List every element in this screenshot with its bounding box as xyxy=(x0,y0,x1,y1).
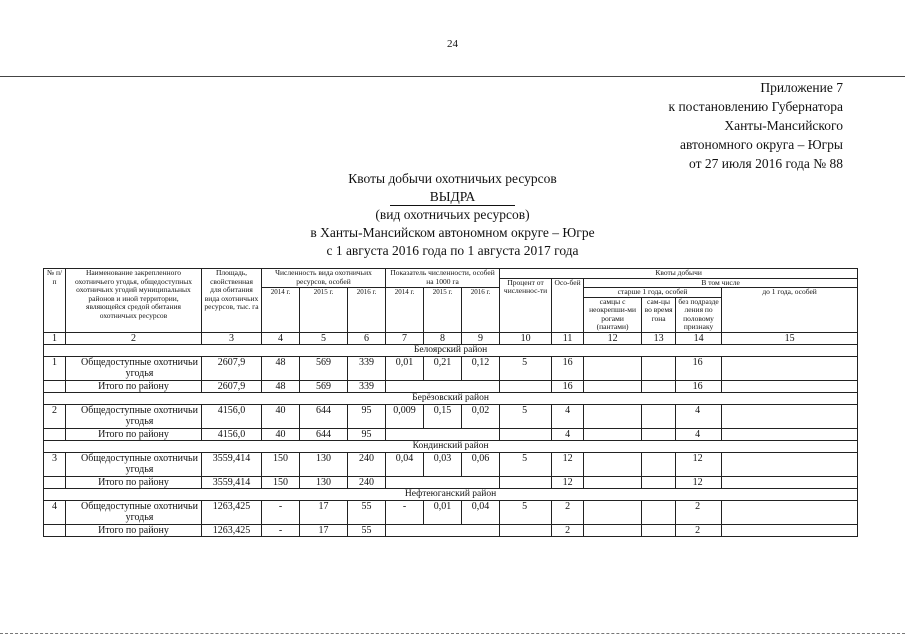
total-nosex: 2 xyxy=(676,524,722,536)
quota-total: 12 xyxy=(552,452,584,476)
total-empty-no xyxy=(44,380,66,392)
density-2014: 0,01 xyxy=(386,356,424,380)
percent-value: 5 xyxy=(500,356,552,380)
total-nosex: 4 xyxy=(676,428,722,440)
area-value: 2607,9 xyxy=(202,356,262,380)
header-year-2016: 2016 г. xyxy=(348,288,386,333)
species-caption: (вид охотничьих ресурсов) xyxy=(375,207,530,222)
count-2016: 339 xyxy=(348,356,386,380)
header-under: до 1 года, особей xyxy=(722,288,858,333)
quota-under xyxy=(722,452,858,476)
header-females: сам-цы во время гона xyxy=(642,297,676,332)
total-empty-density xyxy=(386,524,500,536)
total-area: 2607,9 xyxy=(202,380,262,392)
total-empty-under xyxy=(722,428,858,440)
quota-under xyxy=(722,500,858,524)
quota-total: 16 xyxy=(552,356,584,380)
quota-total: 4 xyxy=(552,404,584,428)
total-area: 3559,414 xyxy=(202,476,262,488)
header-older: старше 1 года, особей xyxy=(584,288,722,298)
table-row xyxy=(44,452,858,476)
count-2016: 95 xyxy=(348,404,386,428)
header-density-2015: 2015 г. xyxy=(424,288,462,333)
count-2016: 240 xyxy=(348,452,386,476)
column-number-cell: 1 xyxy=(44,332,66,344)
percent-value: 5 xyxy=(500,452,552,476)
header-density: Показатель численности, особей на 1000 га xyxy=(386,269,500,288)
table-row xyxy=(44,404,858,428)
density-2016: 0,06 xyxy=(462,452,500,476)
district-name: Белоярский район xyxy=(44,344,858,356)
quota-nosex: 4 xyxy=(676,404,722,428)
total-empty-no xyxy=(44,428,66,440)
page-number: 24 xyxy=(447,38,458,50)
district-header-row xyxy=(44,392,858,404)
total-empty-density xyxy=(386,380,500,392)
total-label: Итого по району xyxy=(66,428,202,440)
hunting-land-name: Общедоступные охотничьи угодья xyxy=(66,404,202,428)
column-number-cell: 10 xyxy=(500,332,552,344)
column-number-cell: 2 xyxy=(66,332,202,344)
total-quota: 4 xyxy=(552,428,584,440)
area-value: 1263,425 xyxy=(202,500,262,524)
total-count-2015: 130 xyxy=(300,476,348,488)
total-count-2014: 48 xyxy=(262,380,300,392)
quota-table xyxy=(43,268,858,537)
total-area: 1263,425 xyxy=(202,524,262,536)
percent-value: 5 xyxy=(500,500,552,524)
total-empty-females xyxy=(642,380,676,392)
quota-total: 2 xyxy=(552,500,584,524)
density-2014: - xyxy=(386,500,424,524)
appendix-line-1: Приложение 7 xyxy=(760,80,843,95)
period-line: с 1 августа 2016 года по 1 августа 2017 года xyxy=(326,243,579,258)
column-number-cell: 8 xyxy=(424,332,462,344)
total-count-2016: 240 xyxy=(348,476,386,488)
total-count-2015: 644 xyxy=(300,428,348,440)
species-name: ВЫДРА xyxy=(390,189,516,206)
header-quotas: Квоты добычи xyxy=(500,269,858,279)
district-name: Кондинский район xyxy=(44,440,858,452)
bottom-divider xyxy=(0,633,905,634)
total-label: Итого по району xyxy=(66,476,202,488)
quota-nosex: 2 xyxy=(676,500,722,524)
total-count-2016: 55 xyxy=(348,524,386,536)
percent-value: 5 xyxy=(500,404,552,428)
column-number-cell: 15 xyxy=(722,332,858,344)
total-count-2016: 339 xyxy=(348,380,386,392)
quota-females xyxy=(642,404,676,428)
top-divider xyxy=(0,76,905,77)
quota-nosex: 12 xyxy=(676,452,722,476)
area-value: 3559,414 xyxy=(202,452,262,476)
column-number-cell: 13 xyxy=(642,332,676,344)
district-total-row xyxy=(44,524,858,536)
header-no: № п/п xyxy=(44,269,66,333)
total-empty-percent xyxy=(500,524,552,536)
hunting-land-name: Общедоступные охотничьи угодья xyxy=(66,500,202,524)
total-quota: 12 xyxy=(552,476,584,488)
total-empty-density xyxy=(386,428,500,440)
density-2015: 0,03 xyxy=(424,452,462,476)
total-quota: 2 xyxy=(552,524,584,536)
column-number-cell: 14 xyxy=(676,332,722,344)
quota-under xyxy=(722,404,858,428)
header-total: Осо-бей xyxy=(552,278,584,332)
density-2014: 0,009 xyxy=(386,404,424,428)
count-2015: 17 xyxy=(300,500,348,524)
total-empty-females xyxy=(642,428,676,440)
total-count-2014: 150 xyxy=(262,476,300,488)
density-2016: 0,12 xyxy=(462,356,500,380)
header-area: Площадь, свойственная для обитания вида охотничьих ресурсов, тыс. га xyxy=(202,269,262,333)
quota-females xyxy=(642,500,676,524)
total-quota: 16 xyxy=(552,380,584,392)
total-empty-males xyxy=(584,476,642,488)
density-2015: 0,01 xyxy=(424,500,462,524)
row-number: 4 xyxy=(44,500,66,524)
total-empty-no xyxy=(44,524,66,536)
header-including: В том числе xyxy=(584,278,858,288)
density-2014: 0,04 xyxy=(386,452,424,476)
column-number-cell: 6 xyxy=(348,332,386,344)
hunting-land-name: Общедоступные охотничьи угодья xyxy=(66,356,202,380)
table-row xyxy=(44,356,858,380)
row-number: 2 xyxy=(44,404,66,428)
count-2014: - xyxy=(262,500,300,524)
appendix-line-4: автономного округа – Югры xyxy=(680,137,843,152)
column-number-cell: 11 xyxy=(552,332,584,344)
header-percent: Процент от численнос-ти xyxy=(500,278,552,332)
total-count-2015: 569 xyxy=(300,380,348,392)
district-total-row xyxy=(44,476,858,488)
table-header xyxy=(44,269,858,345)
count-2015: 644 xyxy=(300,404,348,428)
area-value: 4156,0 xyxy=(202,404,262,428)
count-2016: 55 xyxy=(348,500,386,524)
total-empty-under xyxy=(722,380,858,392)
column-number-cell: 4 xyxy=(262,332,300,344)
document-title: Квоты добычи охотничьих ресурсов xyxy=(348,171,557,186)
total-empty-males xyxy=(584,428,642,440)
total-empty-percent xyxy=(500,476,552,488)
column-number-row xyxy=(44,332,858,344)
appendix-line-5: от 27 июля 2016 года № 88 xyxy=(689,156,843,171)
total-count-2015: 17 xyxy=(300,524,348,536)
total-empty-percent xyxy=(500,428,552,440)
header-year-2015: 2015 г. xyxy=(300,288,348,333)
density-2015: 0,15 xyxy=(424,404,462,428)
count-2014: 40 xyxy=(262,404,300,428)
total-empty-percent xyxy=(500,380,552,392)
column-number-cell: 3 xyxy=(202,332,262,344)
density-2016: 0,02 xyxy=(462,404,500,428)
district-total-row xyxy=(44,428,858,440)
row-number: 3 xyxy=(44,452,66,476)
district-header-row xyxy=(44,344,858,356)
total-empty-under xyxy=(722,476,858,488)
total-empty-under xyxy=(722,524,858,536)
district-name: Берёзовский район xyxy=(44,392,858,404)
header-density-2014: 2014 г. xyxy=(386,288,424,333)
quota-females xyxy=(642,356,676,380)
quota-under xyxy=(722,356,858,380)
count-2014: 150 xyxy=(262,452,300,476)
district-header-row xyxy=(44,488,858,500)
appendix-line-3: Ханты-Мансийского xyxy=(724,118,843,133)
header-males: самцы с неокрепши-ми рогами (пантами) xyxy=(584,297,642,332)
total-count-2014: - xyxy=(262,524,300,536)
quota-males xyxy=(584,404,642,428)
quota-females xyxy=(642,452,676,476)
column-number-cell: 12 xyxy=(584,332,642,344)
density-2015: 0,21 xyxy=(424,356,462,380)
quota-males xyxy=(584,500,642,524)
appendix-line-2: к постановлению Губернатора xyxy=(668,99,843,114)
quota-nosex: 16 xyxy=(676,356,722,380)
district-name: Нефтеюганский район xyxy=(44,488,858,500)
total-empty-males xyxy=(584,524,642,536)
total-nosex: 12 xyxy=(676,476,722,488)
quota-males xyxy=(584,356,642,380)
total-empty-no xyxy=(44,476,66,488)
column-number-cell: 5 xyxy=(300,332,348,344)
count-2015: 130 xyxy=(300,452,348,476)
total-nosex: 16 xyxy=(676,380,722,392)
table-body xyxy=(44,344,858,536)
document-title-block xyxy=(0,170,905,260)
header-density-2016: 2016 г. xyxy=(462,288,500,333)
total-count-2014: 40 xyxy=(262,428,300,440)
header-name: Наименование закрепленного охотничьего угодья, общедоступных охотничьих угодий муниципальных районов и иной территории, являющейся средой обитания охотничьих ресурсов xyxy=(66,269,202,333)
appendix-block xyxy=(669,78,843,173)
total-empty-density xyxy=(386,476,500,488)
density-2016: 0,04 xyxy=(462,500,500,524)
count-2014: 48 xyxy=(262,356,300,380)
region-line: в Ханты-Мансийском автономном округе – Югре xyxy=(310,225,595,240)
column-number-cell: 9 xyxy=(462,332,500,344)
header-nosex: без подразде ления по половому признаку xyxy=(676,297,722,332)
quota-males xyxy=(584,452,642,476)
district-total-row xyxy=(44,380,858,392)
district-header-row xyxy=(44,440,858,452)
header-year-2014: 2014 г. xyxy=(262,288,300,333)
total-empty-males xyxy=(584,380,642,392)
table-row xyxy=(44,500,858,524)
total-count-2016: 95 xyxy=(348,428,386,440)
total-label: Итого по району xyxy=(66,380,202,392)
total-empty-females xyxy=(642,524,676,536)
total-area: 4156,0 xyxy=(202,428,262,440)
hunting-land-name: Общедоступные охотничьи угодья xyxy=(66,452,202,476)
column-number-cell: 7 xyxy=(386,332,424,344)
total-label: Итого по району xyxy=(66,524,202,536)
count-2015: 569 xyxy=(300,356,348,380)
header-count: Численность вида охотничьих ресурсов, особей xyxy=(262,269,386,288)
row-number: 1 xyxy=(44,356,66,380)
total-empty-females xyxy=(642,476,676,488)
